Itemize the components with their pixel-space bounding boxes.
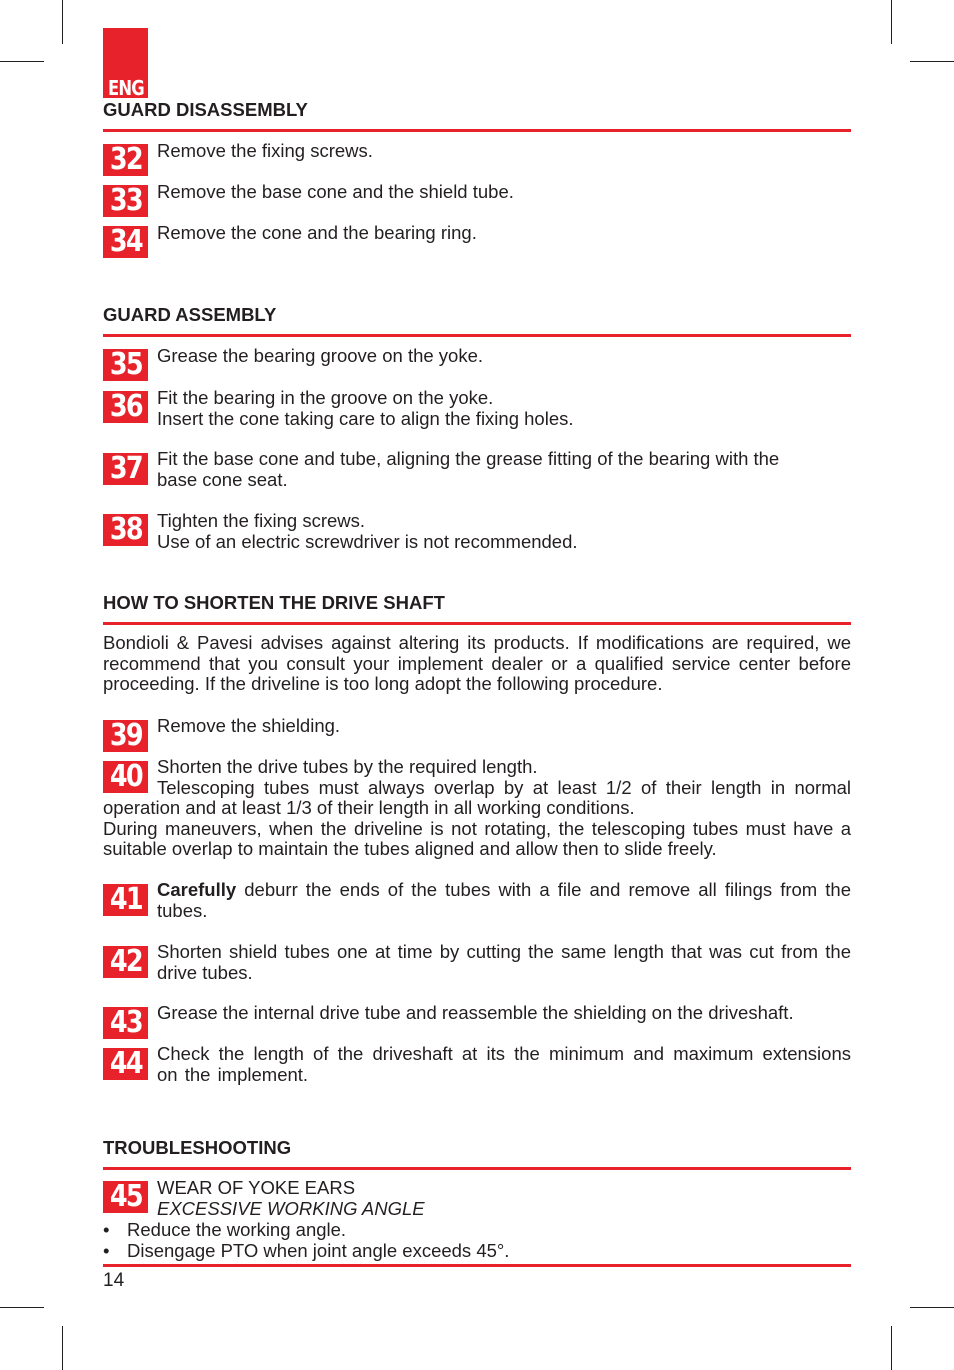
step-text: Use of an electric screwdriver is not recommended. xyxy=(157,530,578,552)
crop-mark xyxy=(0,1307,44,1308)
step-text: Fit the base cone and tube, aligning the grease fitting of the bearing with the xyxy=(157,448,780,469)
step-number: 34 xyxy=(103,226,148,258)
step-number: 43 xyxy=(103,1007,148,1039)
step-number: 42 xyxy=(103,946,148,978)
step-33 xyxy=(103,182,851,219)
step-40 xyxy=(103,757,851,860)
step-43 xyxy=(103,1003,851,1041)
section-title-disassembly: GUARD DISASSEMBLY xyxy=(103,99,308,120)
section-title-assembly: GUARD ASSEMBLY xyxy=(103,304,277,325)
footer-rule xyxy=(103,1264,851,1267)
language-tab: ENG xyxy=(103,28,148,98)
step-36 xyxy=(103,388,851,429)
step-37 xyxy=(103,449,851,490)
step-45 xyxy=(103,1178,851,1219)
step-number: 45 xyxy=(103,1181,148,1213)
step-text: During maneuvers, when the driveline is not rotating, the telescoping tubes must have a suitable overlap to maintain the tubes aligned and allow then to slide freely. xyxy=(103,817,851,859)
step-text: Fit the bearing in the groove on the yoke. xyxy=(157,387,494,408)
crop-mark xyxy=(891,0,892,44)
section-title-shorten: HOW TO SHORTEN THE DRIVE SHAFT xyxy=(103,592,445,613)
step-42 xyxy=(103,942,851,983)
section-title-troubleshooting: TROUBLESHOOTING xyxy=(103,1137,292,1158)
step-39 xyxy=(103,716,851,754)
list-item: • Reduce the working angle. xyxy=(103,1219,347,1240)
step-text: Grease the internal drive tube and reassemble the shielding on the driveshaft. xyxy=(157,1002,794,1023)
crop-mark xyxy=(910,61,954,62)
step-number: 35 xyxy=(103,349,148,381)
crop-mark xyxy=(891,1326,892,1370)
step-text: Insert the cone taking care to align the fixing holes. xyxy=(157,407,574,429)
page-number: 14 xyxy=(103,1270,125,1291)
section-rule xyxy=(103,1167,851,1170)
step-text: Shorten shield tubes one at time by cutting the same length that was cut from the drive tubes. xyxy=(157,942,851,983)
remedy-list xyxy=(103,1220,851,1261)
step-text: Remove the fixing screws. xyxy=(157,140,373,161)
step-text: Remove the shielding. xyxy=(157,715,341,736)
step-44 xyxy=(103,1044,851,1085)
step-number: 38 xyxy=(103,514,148,546)
step-text: Remove the cone and the bearing ring. xyxy=(157,222,477,243)
step-text: deburr the ends of the tubes with a file and remove all filings from the tubes. xyxy=(157,880,851,921)
step-number: 41 xyxy=(103,884,148,916)
step-text: base cone seat. xyxy=(157,468,288,490)
step-text: Check the length of the driveshaft at its the minimum and maximum extensions on the implement. xyxy=(157,1044,851,1085)
cause-text: EXCESSIVE WORKING ANGLE xyxy=(157,1197,425,1219)
step-38 xyxy=(103,511,851,552)
section-rule xyxy=(103,622,851,625)
step-text: Tighten the fixing screws. xyxy=(157,510,366,531)
step-text: Remove the base cone and the shield tube. xyxy=(157,181,514,202)
crop-mark xyxy=(62,1326,63,1370)
emphasis-text: Carefully xyxy=(157,880,237,900)
list-item: • Disengage PTO when joint angle exceeds 45°. xyxy=(103,1239,510,1261)
step-text: Shorten the drive tubes by the required length. xyxy=(157,756,538,777)
crop-mark xyxy=(62,0,63,44)
step-text: Telescoping tubes must always overlap by at least 1/2 of their length in normal operation and at least 1/3 of their length in all working conditions. xyxy=(103,776,851,818)
step-text: Grease the bearing groove on the yoke. xyxy=(157,345,484,366)
step-number: 44 xyxy=(103,1048,148,1080)
step-number: 32 xyxy=(103,144,148,176)
step-number: 40 xyxy=(103,761,148,793)
crop-mark xyxy=(910,1307,954,1308)
step-number: 36 xyxy=(103,391,148,423)
crop-mark xyxy=(0,61,44,62)
step-number: 39 xyxy=(103,720,148,752)
step-number: 33 xyxy=(103,185,148,217)
section-rule xyxy=(103,129,851,132)
step-32 xyxy=(103,141,851,178)
section-rule xyxy=(103,334,851,337)
step-34 xyxy=(103,223,851,260)
intro-paragraph: Bondioli & Pavesi advises against altering its products. If modifications are required, we recommend that you consult your implement dealer or a qualified service center before proceeding. If the driveline is too long adopt the following procedure. xyxy=(103,632,851,694)
step-41 xyxy=(103,880,851,921)
problem-text: WEAR OF YOKE EARS xyxy=(157,1177,356,1198)
step-35 xyxy=(103,346,851,383)
step-number: 37 xyxy=(103,453,148,485)
